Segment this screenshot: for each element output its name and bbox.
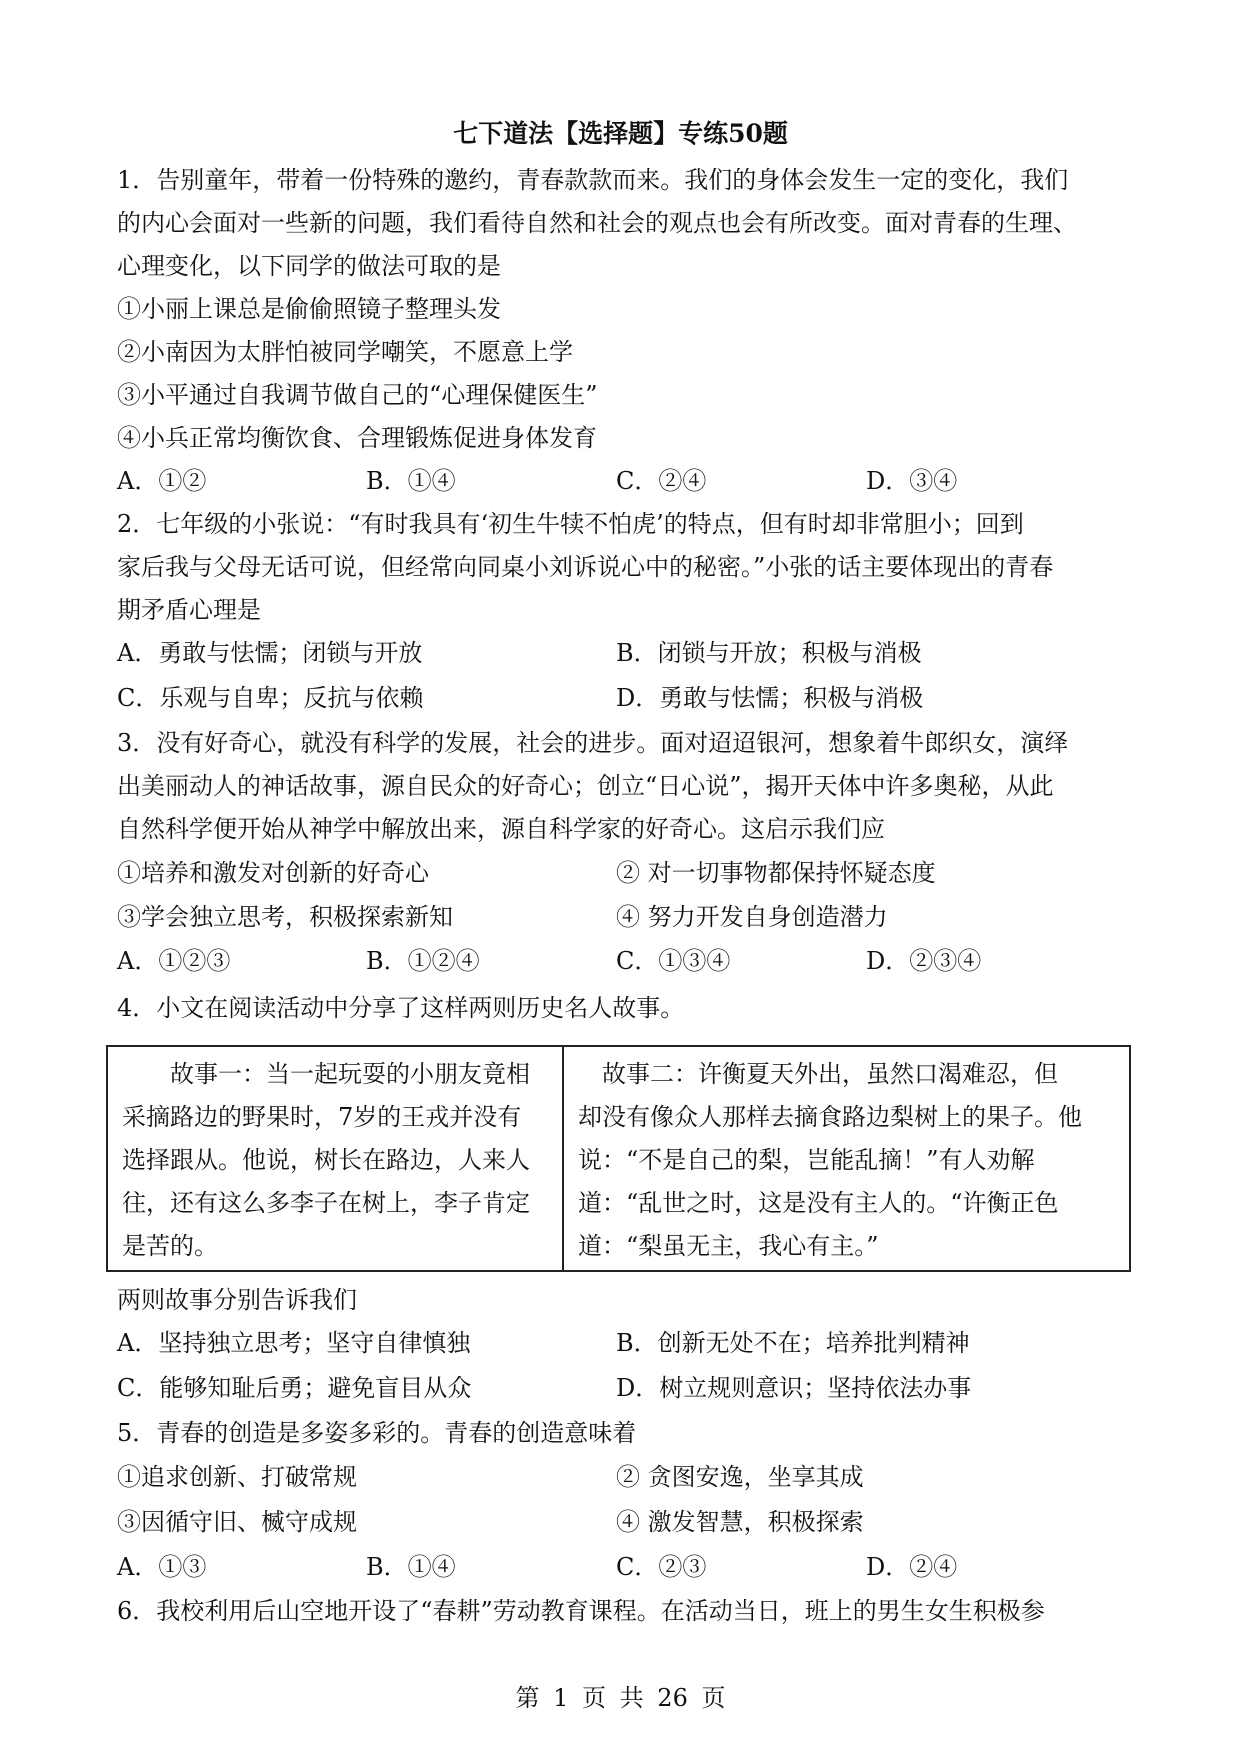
question-5-line-1: 5．青春的创造是多姿多彩的。青春的创造意味着 [117,1419,637,1447]
question-1-item-4: ④小兵正常均衡饮食、合理锻炼促进身体发育 [117,424,597,452]
question-3-item-3: ③学会独立思考，积极探索新知 [117,903,453,931]
question-4-option-b: B．创新无处不在；培养批判精神 [616,1329,970,1357]
question-2-option-a: A．勇敢与怯懦；闭锁与开放 [117,639,423,667]
story-two-line: 却没有像众人那样去摘食路边梨树上的果子。他 [578,1103,1082,1131]
page-footer: 第 1 页 共 26 页 [515,1684,726,1712]
story-one-line: 是苦的。 [122,1232,218,1260]
story-two-line: 道：“乱世之时，这是没有主人的。“许衡正色 [578,1189,1059,1217]
question-1-option-b: B．①④ [366,467,456,495]
question-3-option-d: D．②③④ [866,947,982,975]
question-5-item-2: ② 贪图安逸，坐享其成 [616,1463,864,1491]
question-3-option-b: B．①②④ [366,947,480,975]
question-1-line-1: 1．告别童年，带着一份特殊的邀约，青春款款而来。我们的身体会发生一定的变化，我们 [117,166,1069,194]
story-one-line: 往，还有这么多李子在树上，李子肯定 [122,1189,530,1217]
question-1-option-a: A．①② [117,467,207,495]
question-2-option-c: C．乐观与自卑；反抗与依赖 [117,684,424,712]
question-4-line-1: 4．小文在阅读活动中分享了这样两则历史名人故事。 [117,994,685,1022]
question-1-item-1: ①小丽上课总是偷偷照镜子整理头发 [117,295,501,323]
question-1-item-3: ③小平通过自我调节做自己的“心理保健医生” [117,381,598,409]
question-5-option-a: A．①③ [117,1553,207,1581]
question-3-option-c: C．①③④ [616,947,731,975]
question-2-line-1: 2．七年级的小张说：“有时我具有‘初生牛犊不怕虎’的特点，但有时却非常胆小；回到 [117,510,1024,538]
question-1-option-d: D．③④ [866,467,958,495]
story-one-line: 选择跟从。他说，树长在路边，人来人 [122,1146,530,1174]
question-3-item-2: ② 对一切事物都保持怀疑态度 [616,859,936,887]
story-one-line: 采摘路边的野果时，7岁的王戎并没有 [122,1103,522,1131]
story-two-cell [578,1053,1118,1268]
story-two-line: 说：“不是自己的梨，岂能乱摘！”有人劝解 [578,1146,1035,1174]
story-one-line: 故事一：当一起玩耍的小朋友竟相 [170,1060,530,1088]
story-two-line: 故事二：许衡夏天外出，虽然口渴难忍，但 [602,1060,1058,1088]
question-6-line-1: 6．我校利用后山空地开设了“春耕”劳动教育课程。在活动当日，班上的男生女生积极参 [117,1597,1045,1625]
story-two-line: 道：“梨虽无主，我心有主。” [578,1232,879,1260]
question-3-line-2: 出美丽动人的神话故事，源自民众的好奇心；创立“日心说”，揭开天体中许多奥秘，从此 [117,772,1054,800]
story-one-cell [122,1053,552,1268]
page-title: 七下道法【选择题】专练50题 [453,119,788,148]
question-3-item-4: ④ 努力开发自身创造潜力 [616,903,888,931]
question-3-line-1: 3．没有好奇心，就没有科学的发展，社会的进步。面对迢迢银河，想象着牛郎织女，演绎 [117,729,1069,757]
question-4-option-a: A．坚持独立思考；坚守自律慎独 [117,1329,471,1357]
story-table-divider [562,1047,564,1270]
question-4-option-c: C．能够知耻后勇；避免盲目从众 [117,1374,472,1402]
question-5-option-b: B．①④ [366,1553,456,1581]
question-1-line-3: 心理变化，以下同学的做法可取的是 [117,252,501,280]
question-5-item-4: ④ 激发智慧，积极探索 [616,1508,864,1536]
question-2-option-b: B．闭锁与开放；积极与消极 [616,639,922,667]
question-1-item-2: ②小南因为太胖怕被同学嘲笑，不愿意上学 [117,338,573,366]
question-1-option-c: C．②④ [616,467,707,495]
question-5-item-3: ③因循守旧、楲守成规 [117,1508,357,1536]
question-4-option-d: D．树立规则意识；坚持依法办事 [616,1374,972,1402]
question-5-item-1: ①追求创新、打破常规 [117,1463,357,1491]
story-table [106,1045,1131,1272]
question-2-line-3: 期矛盾心理是 [117,596,261,624]
question-5-option-c: C．②③ [616,1553,707,1581]
question-3-line-3: 自然科学便开始从神学中解放出来，源自科学家的好奇心。这启示我们应 [117,815,885,843]
question-5-option-d: D．②④ [866,1553,958,1581]
question-2-line-2: 家后我与父母无话可说，但经常向同桌小刘诉说心中的秘密。”小张的话主要体现出的青春 [117,553,1054,581]
question-2-option-d: D．勇敢与怯懦；积极与消极 [616,684,924,712]
question-4-question: 两则故事分别告诉我们 [117,1286,357,1314]
question-1-line-2: 的内心会面对一些新的问题，我们看待自然和社会的观点也会有所改变。面对青春的生理、 [117,209,1077,237]
question-3-item-1: ①培养和激发对创新的好奇心 [117,859,429,887]
question-3-option-a: A．①②③ [117,947,231,975]
